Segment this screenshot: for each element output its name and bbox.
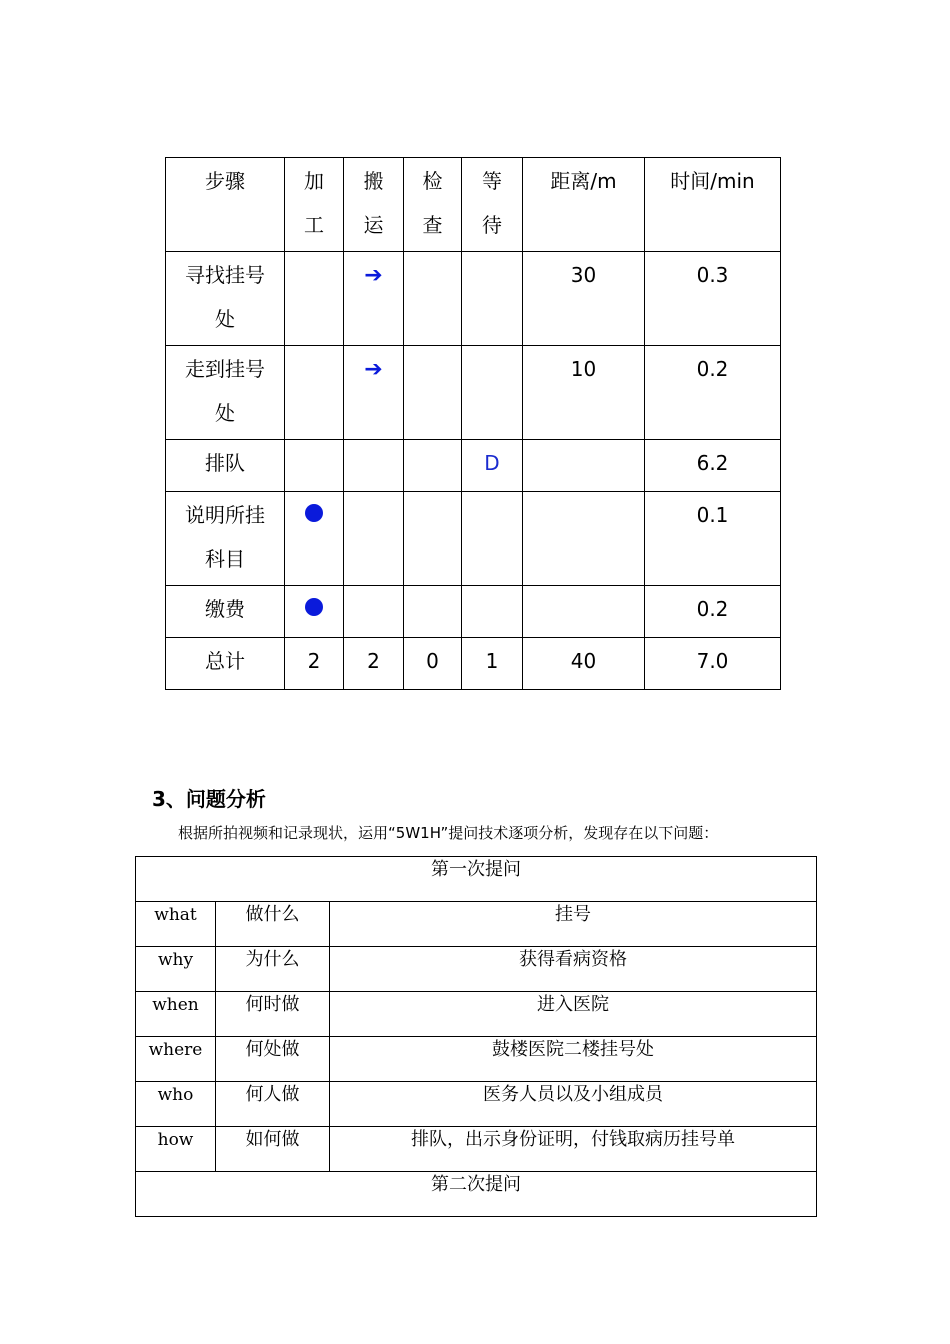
distance-cell — [523, 492, 645, 586]
question-zh: 为什么 — [216, 947, 330, 992]
answer-cell: 医务人员以及小组成员 — [330, 1082, 817, 1127]
answer-cell: 挂号 — [330, 902, 817, 947]
question-en: what — [136, 902, 216, 947]
step-cell: 缴费 — [166, 586, 285, 638]
process-table — [165, 157, 781, 690]
question-zh: 何人做 — [216, 1082, 330, 1127]
total-inspect: 0 — [404, 638, 462, 690]
total-distance: 40 — [523, 638, 645, 690]
table-row — [166, 440, 781, 492]
process-header-row — [166, 158, 781, 252]
header-process: 加 工 — [285, 158, 344, 252]
distance-cell — [523, 586, 645, 638]
distance-cell: 30 — [523, 252, 645, 346]
header-inspect: 检 查 — [404, 158, 462, 252]
table-row — [136, 1082, 817, 1127]
total-row — [166, 638, 781, 690]
question-en: where — [136, 1037, 216, 1082]
time-cell: 6.2 — [645, 440, 781, 492]
step-cell: 说明所挂 科目 — [166, 492, 285, 586]
question-zh: 如何做 — [216, 1127, 330, 1172]
answer-cell: 鼓楼医院二楼挂号处 — [330, 1037, 817, 1082]
header-step: 步骤 — [166, 158, 285, 252]
section-heading: 3、问题分析 — [152, 787, 266, 811]
step-cell: 走到挂号 处 — [166, 346, 285, 440]
time-cell: 0.2 — [645, 586, 781, 638]
second-question-header-row — [136, 1172, 817, 1217]
answer-cell: 进入医院 — [330, 992, 817, 1037]
table-row — [166, 346, 781, 440]
5w1h-table — [135, 856, 817, 1217]
step-cell: 排队 — [166, 440, 285, 492]
wait-d-icon: D — [484, 451, 500, 475]
answer-cell: 排队，出示身份证明，付钱取病历挂号单 — [330, 1127, 817, 1172]
question-zh: 做什么 — [216, 902, 330, 947]
total-time: 7.0 — [645, 638, 781, 690]
question-en: who — [136, 1082, 216, 1127]
table-row — [166, 492, 781, 586]
time-cell: 0.2 — [645, 346, 781, 440]
total-transport: 2 — [344, 638, 404, 690]
answer-cell: 获得看病资格 — [330, 947, 817, 992]
first-question-header: 第一次提问 — [136, 857, 817, 902]
total-label: 总计 — [166, 638, 285, 690]
intro-paragraph: 根据所拍视频和记录现状，运用“5W1H”提问技术逐项分析，发现存在以下问题： — [178, 824, 719, 842]
question-en: when — [136, 992, 216, 1037]
table-row — [136, 992, 817, 1037]
question-en: how — [136, 1127, 216, 1172]
step-cell: 寻找挂号 处 — [166, 252, 285, 346]
filled-circle-icon — [305, 598, 323, 616]
arrow-right-icon: ➔ — [364, 357, 383, 382]
header-transport: 搬 运 — [344, 158, 404, 252]
total-wait: 1 — [462, 638, 523, 690]
table-row — [166, 586, 781, 638]
time-cell: 0.3 — [645, 252, 781, 346]
table-row — [136, 1037, 817, 1082]
arrow-right-icon: ➔ — [364, 263, 383, 288]
header-time: 时间/min — [645, 158, 781, 252]
table-row — [136, 1127, 817, 1172]
question-en: why — [136, 947, 216, 992]
table-row — [166, 252, 781, 346]
question-zh: 何时做 — [216, 992, 330, 1037]
distance-cell: 10 — [523, 346, 645, 440]
table-row — [136, 947, 817, 992]
distance-cell — [523, 440, 645, 492]
total-process: 2 — [285, 638, 344, 690]
second-question-header: 第二次提问 — [136, 1172, 817, 1217]
header-wait: 等 待 — [462, 158, 523, 252]
time-cell: 0.1 — [645, 492, 781, 586]
table-row — [136, 902, 817, 947]
question-zh: 何处做 — [216, 1037, 330, 1082]
header-distance: 距离/m — [523, 158, 645, 252]
first-question-header-row — [136, 857, 817, 902]
filled-circle-icon — [305, 504, 323, 522]
